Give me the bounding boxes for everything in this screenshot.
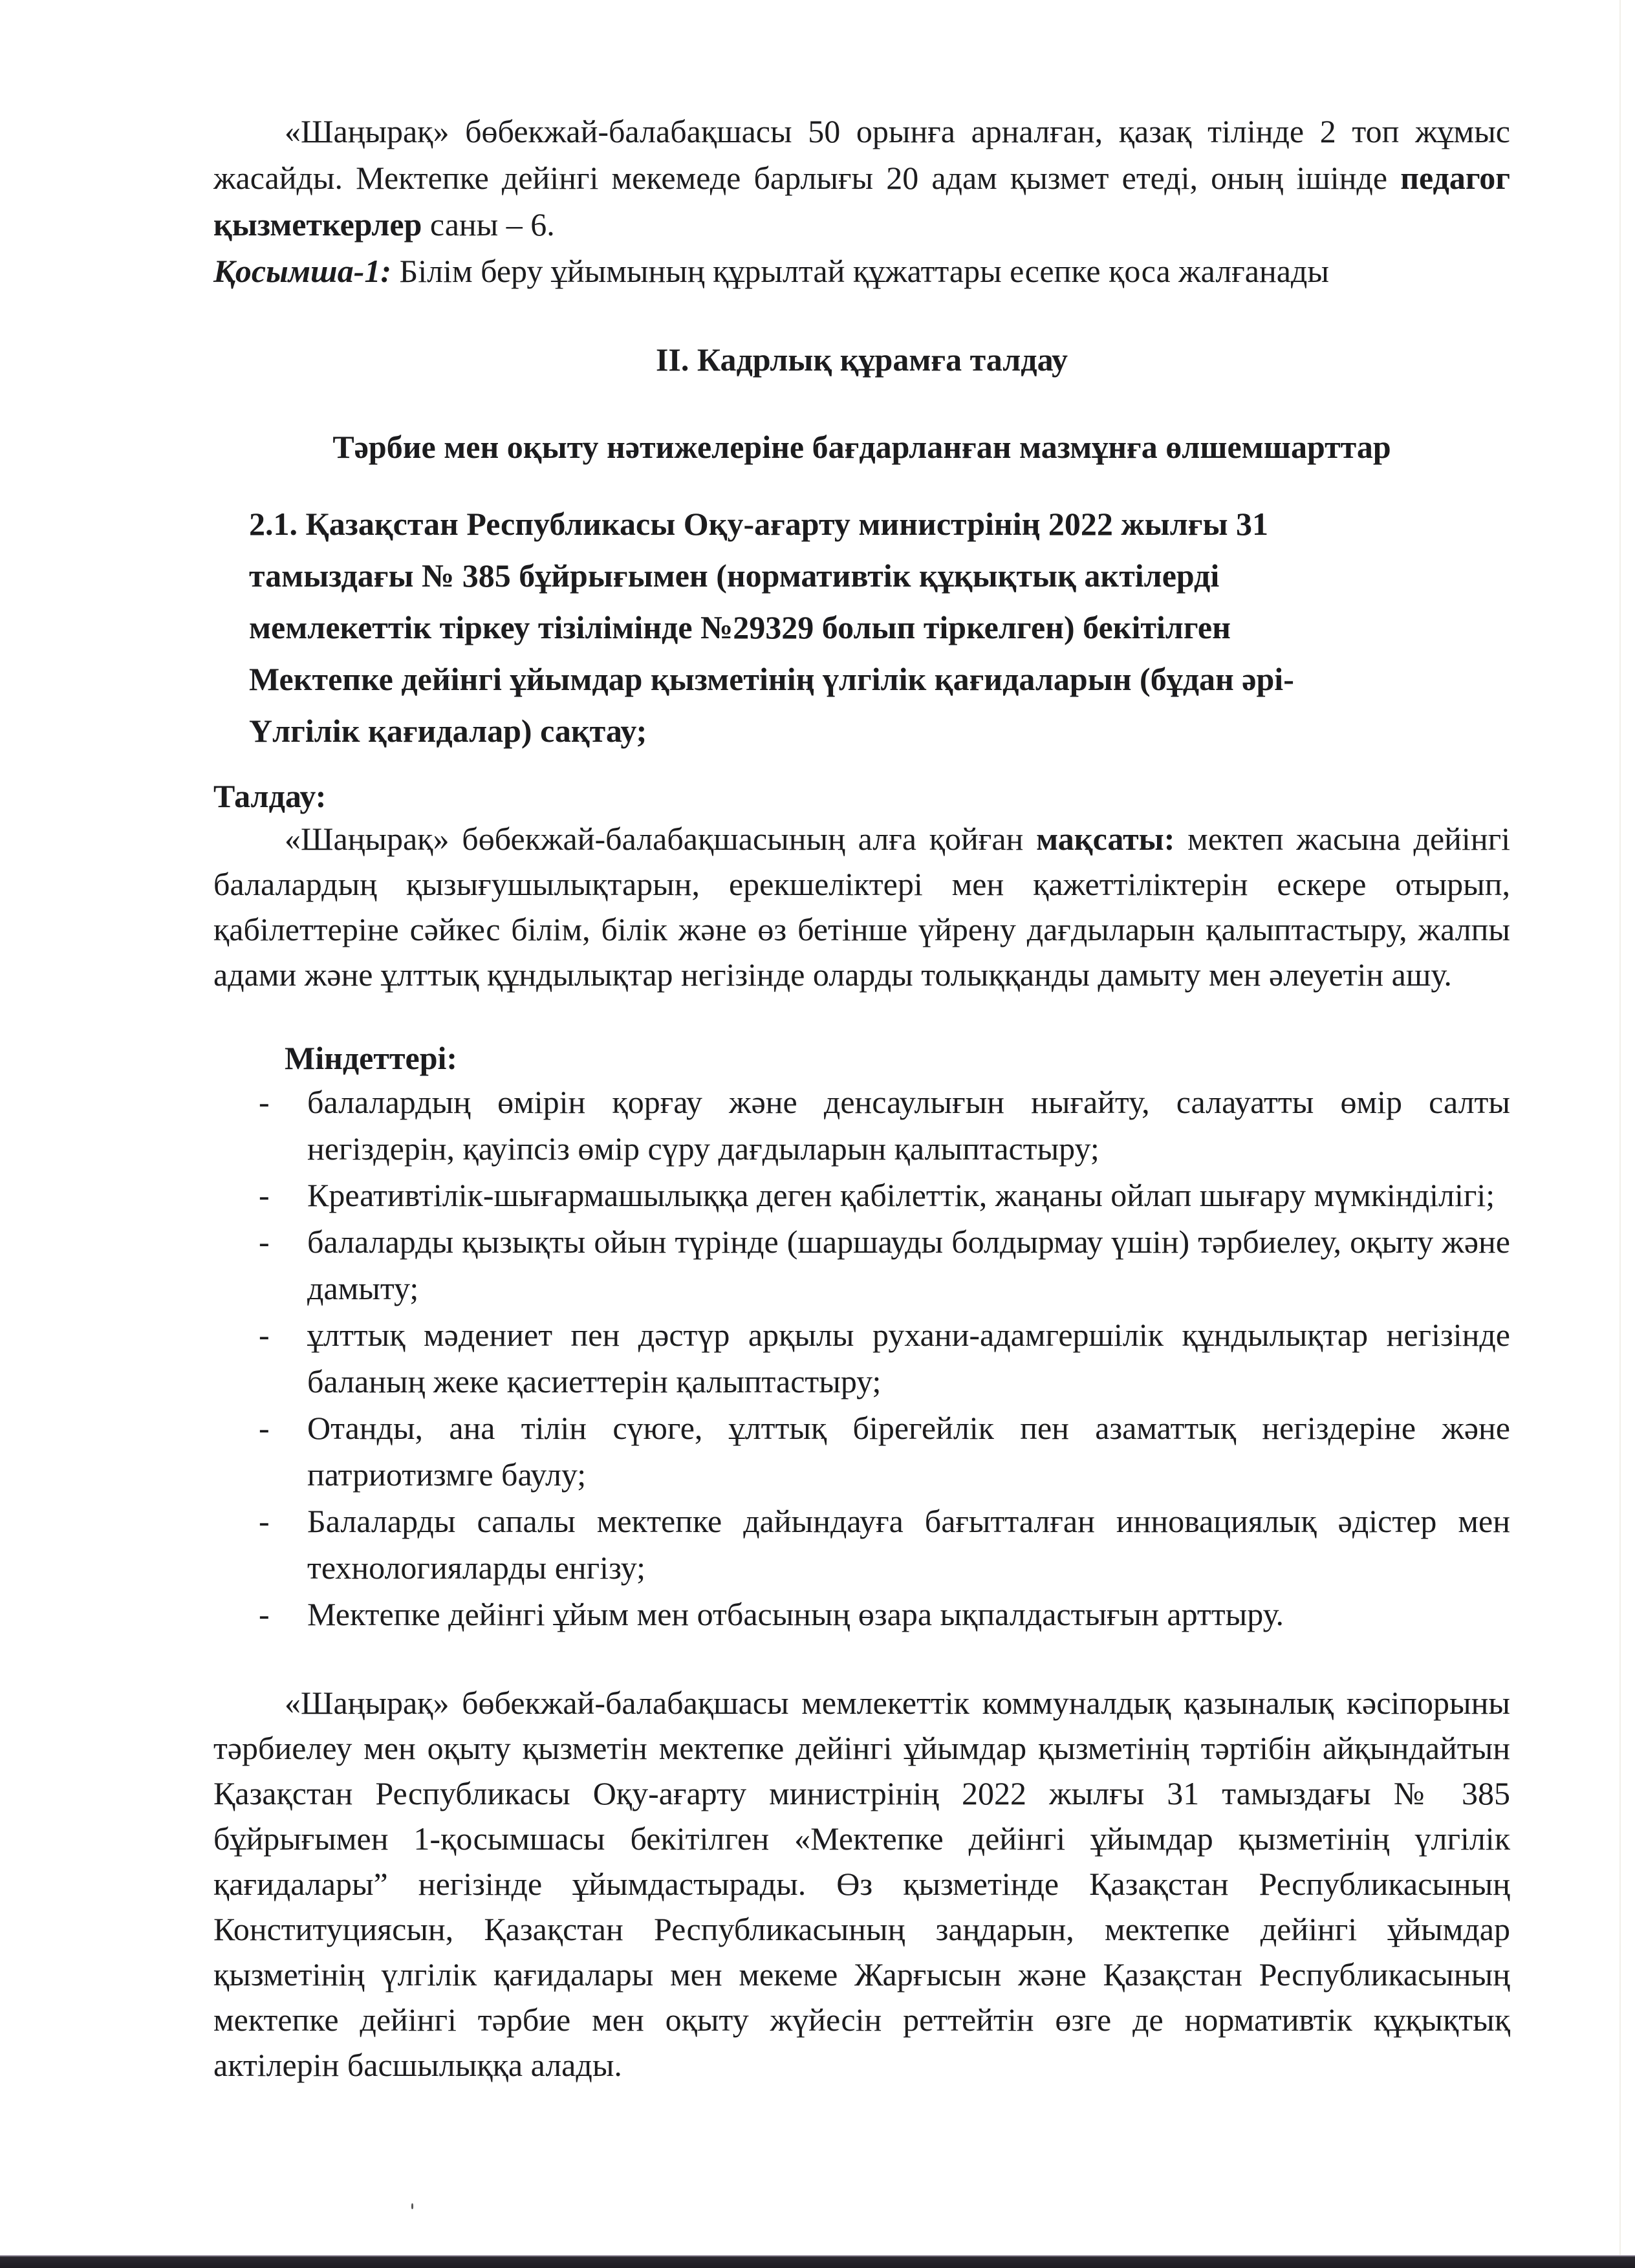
criterion-line: мемлекеттік тіркеу тізілімінде №29329 болып тіркелген) бекітілген <box>249 609 1231 645</box>
criteria-heading: Тәрбие мен оқыту нәтижелеріне бағдарланған мазмұнға өлшемшарттар <box>332 429 1391 465</box>
intro-text-end: саны – 6. <box>422 206 555 243</box>
dash-bullet-icon: - <box>259 1503 270 1539</box>
criterion-line: 2.1. Қазақстан Республикасы Оқу-ағарту министрінің 2022 жылғы 31 <box>249 506 1269 542</box>
closing-paragraph: «Шаңырақ» бөбекжай-балабақшасы мемлекеттік коммуналдық қазыналық кәсіпорыны тәрбиелеу мен оқыту қызметін мектепке дейінгі ұйымдар қызметінің тәртібін айқындайтын Қазақстан Республикасы Оқу-ағарту министрінің 2022 жылғы 31 тамыздағы № 385 бұйрығымен 1-қосымшасы бекітілген «Мектепке дейінгі ұйымдар қызметінің үлгілік қағидалары” негізінде ұйымдастырады. Өз қызметінде Қазақстан Республикасының Конституциясын, Қазақстан Республикасының заңдарын, мектепке дейінгі ұйымдар қызметінің үлгілік қағидалары мен мекеме Жарғысын және Қазақстан Республикасының мектепке дейінгі тәрбие мен оқыту жүйесін реттейтін өзге де нормативтік құқықтық актілерін басшылыққа алады. <box>213 1685 1510 2083</box>
intro-bold-text: педагог қызметкерлер <box>213 160 1510 243</box>
analysis-label: Талдау: <box>213 778 327 814</box>
list-item <box>213 1312 1510 1405</box>
paper-edge <box>1619 0 1621 2255</box>
intro-text: «Шаңырақ» бөбекжай-балабақшасы 50 орынға арналған, қазақ тілінде 2 топ жұмыс жасайды. Мектепке дейінгі мекемеде барлығы 20 адам қызмет етеді, оның ішінде <box>213 113 1510 196</box>
dash-bullet-icon: - <box>259 1410 270 1446</box>
list-item <box>213 1079 1510 1172</box>
list-item-text: Отанды, ана тілін сүюге, ұлттық бірегейлік пен азаматтық негіздеріне және патриотизмге баулу; <box>307 1410 1510 1493</box>
list-item-text: балаларды қызықты ойын түрінде (шаршауды болдырмау үшін) тәрбиелеу, оқыту және дамыту; <box>307 1224 1510 1306</box>
dash-bullet-icon: - <box>259 1177 270 1213</box>
list-item <box>213 1405 1510 1498</box>
section-title: II. Кадрлық құрамға талдау <box>655 341 1068 378</box>
list-item-text: Креативтілік-шығармашылыққа деген қабілеттік, жаңаны ойлап шығару мүмкінділігі; <box>307 1177 1495 1213</box>
scan-speck <box>411 2203 413 2209</box>
criterion-line: Үлгілік қағидалар) сақтау; <box>249 713 647 749</box>
list-item <box>213 1218 1510 1312</box>
list-item-text: ұлттық мәдениет пен дәстүр арқылы рухани-адамгершілік құндылықтар негізінде баланың жеке қасиеттерін қалыптастыру; <box>307 1317 1510 1399</box>
dash-bullet-icon: - <box>259 1317 270 1353</box>
appendix-label: Қосымша-1: <box>213 253 391 289</box>
list-item <box>213 1591 1510 1637</box>
tasks-label: Міндеттері: <box>285 1040 458 1076</box>
dash-bullet-icon: - <box>259 1596 270 1632</box>
list-item-text: Мектепке дейінгі ұйым мен отбасының өзара ықпалдастығын арттыру. <box>307 1596 1284 1632</box>
analysis-text-end: мектеп жасына дейінгі балалардың қызығушылықтарын, ерекшеліктері мен қажеттіліктерін ескере отырып, қабілеттеріне сәйкес білім, білік және өз бетінше үйрену дағдыларын қалыптастыру, жалпы адами және ұлттық құндылықтар негізінде оларды толыққанды дамыту мен әлеуетін ашу. <box>213 821 1510 993</box>
criterion-line: Мектепке дейінгі ұйымдар қызметінің үлгілік қағидаларын (бұдан әрі- <box>249 661 1294 697</box>
intro-paragraph <box>213 108 1510 248</box>
goal-label: мақсаты: <box>1036 821 1175 857</box>
analysis-text: «Шаңырақ» бөбекжай-балабақшасының алға қойған <box>285 821 1037 857</box>
appendix-note <box>213 248 1510 294</box>
dash-bullet-icon: - <box>259 1084 270 1120</box>
list-item <box>213 1498 1510 1591</box>
list-item-text: Балаларды сапалы мектепке дайындауға бағытталған инновациялық әдістер мен технологияларды енгізу; <box>307 1503 1510 1586</box>
list-item <box>213 1172 1510 1218</box>
dash-bullet-icon: - <box>259 1224 270 1260</box>
list-item-text: балалардың өмірін қорғау және денсаулығын нығайту, салауатты өмір салты негіздерін, қауіпсіз өмір сүру дағдыларын қалыптастыру; <box>307 1084 1510 1167</box>
criterion-2-1 <box>249 498 1478 757</box>
analysis-paragraph <box>213 816 1510 997</box>
tasks-list <box>213 1079 1510 1637</box>
appendix-text: Білім беру ұйымының құрылтай құжаттары есепке қоса жалғанады <box>391 253 1329 289</box>
scanner-edge-strip <box>0 2255 1635 2268</box>
criterion-line: тамыздағы № 385 бұйрығымен (нормативтік құқықтық актілерді <box>249 557 1220 594</box>
